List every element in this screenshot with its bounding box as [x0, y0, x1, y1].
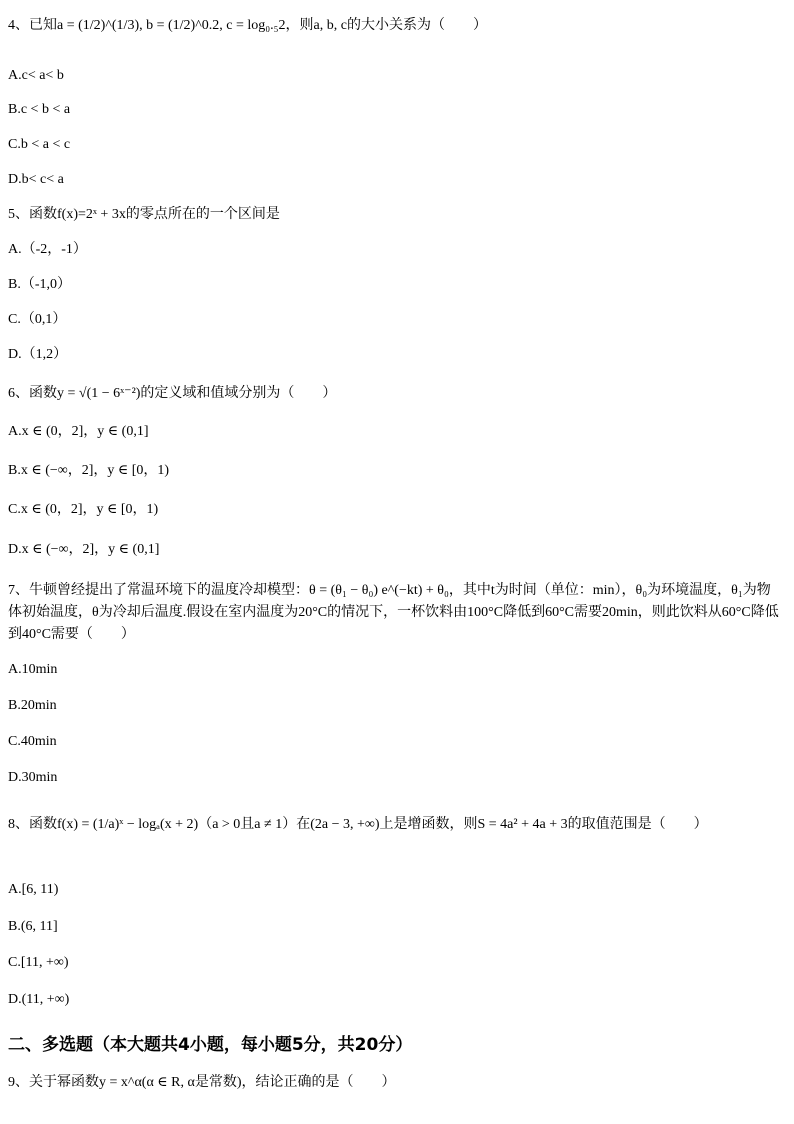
q6-option-c: C.x ∈ (0，2]，y ∈ [0，1) — [8, 502, 159, 517]
q8-option-a: A.[6, 11) — [8, 882, 59, 897]
q7-option-b: B.20min — [8, 698, 57, 713]
q8-option-c: C.[11, +∞) — [8, 955, 69, 970]
q9-stem: 9、关于幂函数y = x^α(α ∈ R, α是常数)，结论正确的是（ ） — [8, 1075, 396, 1090]
q6-stem: 6、函数y = √(1 − 6ˣ⁻²)的定义域和值域分别为（ ） — [8, 386, 337, 401]
q8-option-b: B.(6, 11] — [8, 919, 58, 934]
q5-option-a: A.（-2，-1） — [8, 242, 87, 257]
q4-stem: 4、已知a = (1/2)^(1/3), b = (1/2)^0.2, c = log₀.₅2，则a, b, c的大小关系为（ ） — [8, 18, 487, 33]
q4-option-b: B.c < b < a — [8, 102, 71, 117]
q5-stem: 5、函数f(x)=2ˣ + 3x的零点所在的一个区间是 — [8, 207, 280, 222]
q5-option-b: B.（-1,0） — [8, 277, 71, 292]
q5-option-d: D.（1,2） — [8, 347, 68, 362]
q6-option-d: D.x ∈ (−∞，2]，y ∈ (0,1] — [8, 542, 160, 557]
section-2-heading: 二、多选题（本大题共4小题，每小题5分，共20分） — [8, 1035, 413, 1055]
q7-stem: 7、牛顿曾经提出了常温环境下的温度冷却模型：θ = (θ₁ − θ₀) e^(−kt) + θ₀，其中t为时间（单位：min），θ₀为环境温度，θ₁为物体初始温度，θ为冷却后温度.假设在室内温度为20°C的情况下，一杯饮料由100°C降低到60°C需要20min，则此饮料从60°C降低到40°C需要（ ） — [8, 583, 779, 642]
q8-option-d: D.(11, +∞) — [8, 992, 70, 1007]
q4-option-a: A.c< a< b — [8, 68, 64, 83]
q4-option-d: D.b< c< a — [8, 172, 64, 187]
q6-option-b: B.x ∈ (−∞，2]，y ∈ [0，1) — [8, 463, 170, 478]
q8-stem: 8、函数f(x) = (1/a)ˣ − logₐ(x + 2)（a > 0且a ≠ 1）在(2a − 3, +∞)上是增函数，则S = 4a² + 4a + 3的取值范围是（ ） — [8, 817, 708, 832]
q5-option-c: C.（0,1） — [8, 312, 67, 327]
q7-option-d: D.30min — [8, 770, 58, 785]
q7-option-a: A.10min — [8, 662, 58, 677]
q6-option-a: A.x ∈ (0，2]，y ∈ (0,1] — [8, 424, 149, 439]
q7-option-c: C.40min — [8, 734, 57, 749]
q4-option-c: C.b < a < c — [8, 137, 71, 152]
